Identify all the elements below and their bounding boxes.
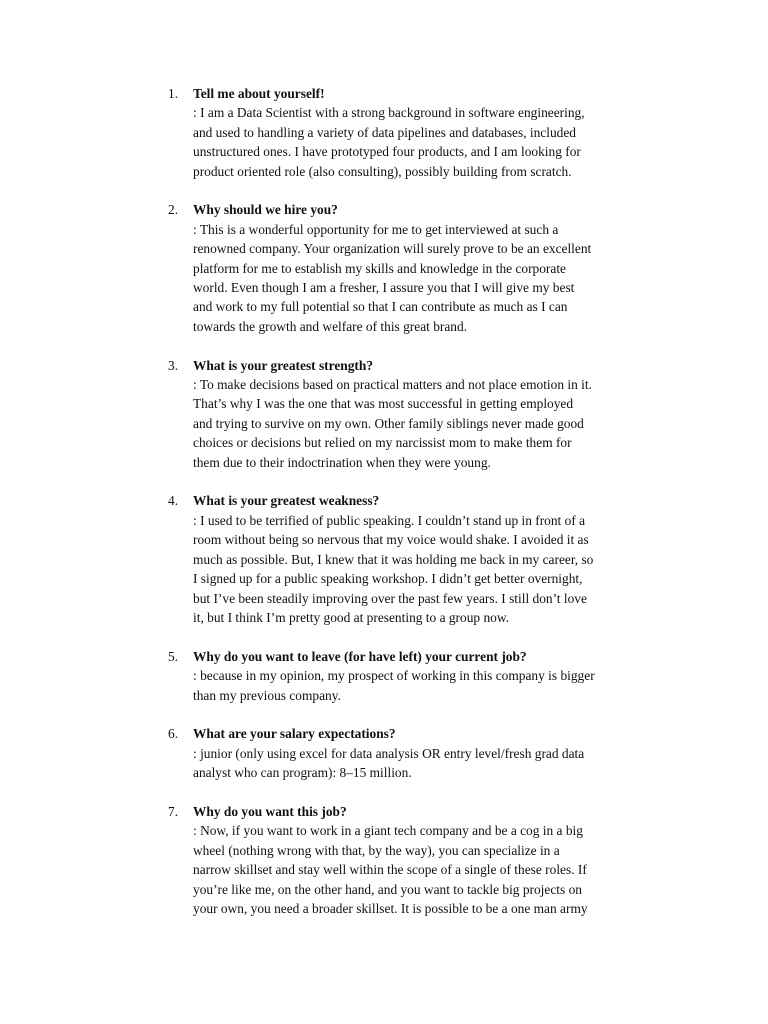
answer-text <box>193 375 663 472</box>
answer-line: you’re like me, on the other hand, and you want to tackle big projects on <box>193 881 582 897</box>
question-heading: What is your greatest strength? <box>193 357 374 373</box>
answer-line: your own, you need a broader skillset. It is possible to be a one man army <box>193 900 588 916</box>
question-heading: What are your salary expectations? <box>193 726 396 742</box>
document-page <box>0 84 768 938</box>
answer-line: them due to their indoctrination when they were young. <box>193 454 491 470</box>
answer-text <box>193 511 663 627</box>
qa-item <box>0 647 663 705</box>
answer-line: choices or decisions but relied on my narcissist mom to make them for <box>193 435 572 451</box>
item-number: 7. <box>168 803 179 819</box>
item-number: 3. <box>168 357 179 373</box>
question-heading: What is your greatest weakness? <box>193 493 380 509</box>
item-number: 1. <box>168 86 179 101</box>
interview-qa-list <box>0 84 768 918</box>
answer-line: : junior (only using excel for data analysis OR entry level/fresh grad data <box>193 745 585 761</box>
answer-text <box>193 744 663 783</box>
answer-text <box>193 821 663 918</box>
item-number: 2. <box>168 202 179 218</box>
answer-line: it, but I think I’m pretty good at presenting to a group now. <box>193 609 509 625</box>
answer-line: towards the growth and welfare of this great brand. <box>193 318 468 334</box>
answer-text <box>193 220 663 336</box>
answer-line: unstructured ones. I have prototyped four products, and I am looking for <box>193 144 581 160</box>
question-heading: Why do you want this job? <box>193 803 347 819</box>
qa-item <box>0 84 663 181</box>
qa-item <box>0 724 663 782</box>
qa-item <box>0 491 663 627</box>
answer-line: : Now, if you want to work in a giant tech company and be a cog in a big <box>193 823 583 839</box>
answer-line: world. Even though I am a fresher, I assure you that I will give my best <box>193 280 575 296</box>
answer-line: : I used to be terrified of public speaking. I couldn’t stand up in front of a <box>193 512 586 528</box>
answer-text <box>193 103 663 181</box>
answer-line: wheel (nothing wrong with that, by the way), you can specialize in a <box>193 842 560 858</box>
answer-line: narrow skillset and stay well within the scope of a single of these roles. If <box>193 862 587 878</box>
answer-line: and trying to survive on my own. Other family siblings never made good <box>193 415 584 431</box>
item-number: 4. <box>168 493 179 509</box>
answer-line: : This is a wonderful opportunity for me to get interviewed at such a <box>193 221 559 237</box>
answer-line: than my previous company. <box>193 687 341 703</box>
answer-line: and used to handling a variety of data pipelines and databases, included <box>193 124 576 140</box>
answer-line: I signed up for a public speaking workshop. I didn’t get better overnight, <box>193 571 583 587</box>
qa-item <box>0 200 663 336</box>
answer-line: : To make decisions based on practical matters and not place emotion in it. <box>193 377 592 393</box>
answer-line: analyst who can program): 8–15 million. <box>193 765 412 781</box>
qa-item <box>0 802 663 918</box>
answer-line: renowned company. Your organization will surely prove to be an excellent <box>193 241 592 257</box>
answer-line: That’s why I was the one that was most successful in getting employed <box>193 396 574 412</box>
question-heading: Tell me about yourself! <box>193 86 325 101</box>
item-number: 5. <box>168 648 179 664</box>
answer-line: : because in my opinion, my prospect of working in this company is bigger <box>193 668 595 684</box>
answer-line: : I am a Data Scientist with a strong background in software engineering, <box>193 105 585 121</box>
question-heading: Why do you want to leave (for have left) your current job? <box>193 648 527 664</box>
answer-text <box>193 666 663 705</box>
answer-line: much as possible. But, I knew that it was holding me back in my career, so <box>193 551 594 567</box>
qa-item <box>0 356 663 472</box>
answer-line: platform for me to establish my skills and knowledge in the corporate <box>193 260 566 276</box>
question-heading: Why should we hire you? <box>193 202 338 218</box>
item-number: 6. <box>168 726 179 742</box>
answer-line: and work to my full potential so that I can contribute as much as I can <box>193 299 568 315</box>
answer-line: but I’ve been steadily improving over the past few years. I still don’t love <box>193 590 587 606</box>
answer-line: room without being so nervous that my voice would shake. I avoided it as <box>193 532 589 548</box>
answer-line: product oriented role (also consulting), possibly building from scratch. <box>193 163 572 179</box>
